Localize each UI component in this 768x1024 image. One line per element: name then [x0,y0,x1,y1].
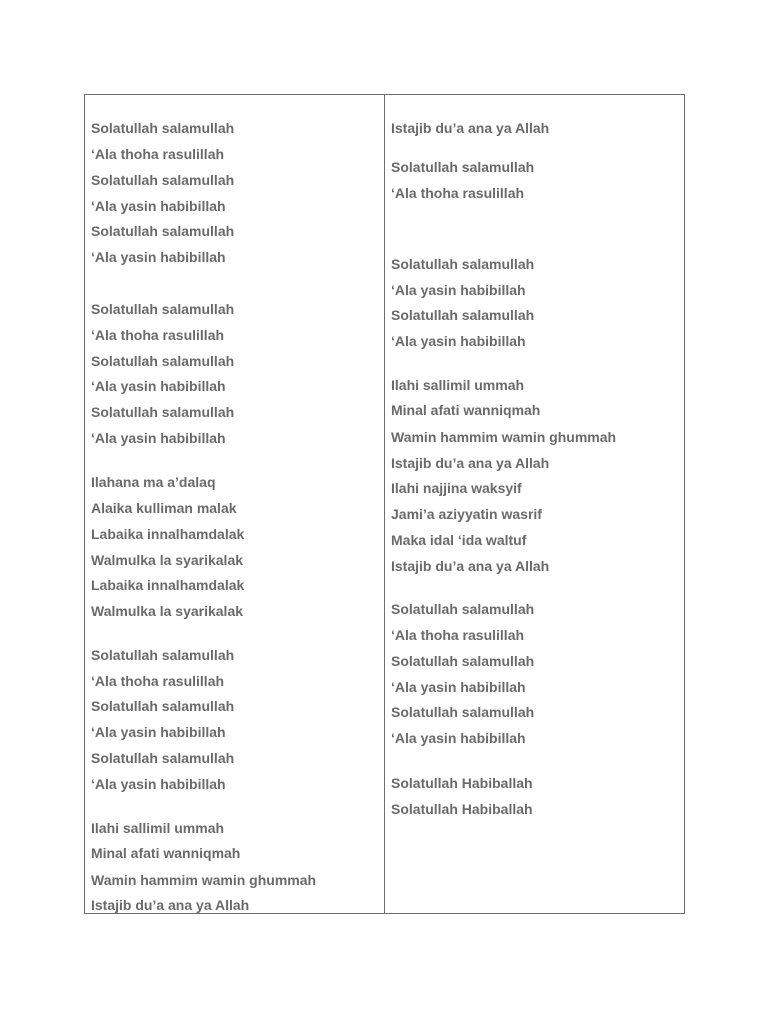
right-column-line: Minal afati wanniqmah [391,402,541,418]
left-column-line: Solatullah salamullah [91,120,235,136]
right-column-line: Ilahi najjina waksyif [391,480,522,496]
left-column-line: Istajib du’a ana ya Allah [91,897,250,913]
right-column-line: ‘Ala yasin habibillah [391,679,526,695]
left-column-line: Ilahana ma a’dalaq [91,474,216,490]
right-column-line: Solatullah salamullah [391,256,535,272]
right-column-line: ‘Ala yasin habibillah [391,282,526,298]
right-column-line: ‘Ala yasin habibillah [391,730,526,746]
left-column-line: Ilahi sallimil ummah [91,820,225,836]
right-column-line: Solatullah salamullah [391,159,535,175]
right-column-line: Solatullah salamullah [391,601,535,617]
left-column-line: Walmulka la syarikalak [91,552,244,568]
right-column-line: Solatullah Habiballah [391,775,533,791]
left-column-line: ‘Ala thoha rasulillah [91,146,225,162]
right-column-line: Jami’a aziyyatin wasrif [391,506,542,522]
right-column-line: Maka idal ‘ida waltuf [391,532,527,548]
left-column-line: Labaika innalhamdalak [91,526,245,542]
left-column-line: Solatullah salamullah [91,647,235,663]
right-column-line: Wamin hammim wamin ghummah [391,429,617,445]
left-column-line: ‘Ala yasin habibillah [91,249,226,265]
left-column-line: Walmulka la syarikalak [91,603,244,619]
left-column-line: Alaika kulliman malak [91,500,237,516]
left-column-line: Labaika innalhamdalak [91,577,245,593]
right-column-line: ‘Ala yasin habibillah [391,333,526,349]
right-column [385,95,684,913]
left-column-line: Solatullah salamullah [91,750,235,766]
right-column-line: Ilahi sallimil ummah [391,377,525,393]
left-column-line: ‘Ala yasin habibillah [91,724,226,740]
right-column-line: Solatullah salamullah [391,704,535,720]
lyrics-table [84,94,685,914]
left-column-line: ‘Ala yasin habibillah [91,378,226,394]
left-column-line: Solatullah salamullah [91,404,235,420]
right-column-line: Istajib du’a ana ya Allah [391,455,550,471]
right-column-line: Solatullah Habiballah [391,801,533,817]
left-column-line: ‘Ala yasin habibillah [91,776,226,792]
left-column-line: Solatullah salamullah [91,698,235,714]
right-column-line: ‘Ala thoha rasulillah [391,185,525,201]
right-column-line: ‘Ala thoha rasulillah [391,627,525,643]
left-column-line: Solatullah salamullah [91,172,235,188]
right-column-line: Istajib du’a ana ya Allah [391,120,550,136]
left-column-line: Solatullah salamullah [91,301,235,317]
left-column-line: Solatullah salamullah [91,223,235,239]
left-column-line: ‘Ala thoha rasulillah [91,327,225,343]
right-column-line: Istajib du’a ana ya Allah [391,558,550,574]
left-column-line: ‘Ala thoha rasulillah [91,673,225,689]
right-column-line: Solatullah salamullah [391,653,535,669]
right-column-line: Solatullah salamullah [391,307,535,323]
left-column-line: Wamin hammim wamin ghummah [91,872,317,888]
left-column-line: Minal afati wanniqmah [91,845,241,861]
left-column-line: ‘Ala yasin habibillah [91,430,226,446]
left-column-line: Solatullah salamullah [91,353,235,369]
left-column [85,95,385,913]
left-column-line: ‘Ala yasin habibillah [91,198,226,214]
